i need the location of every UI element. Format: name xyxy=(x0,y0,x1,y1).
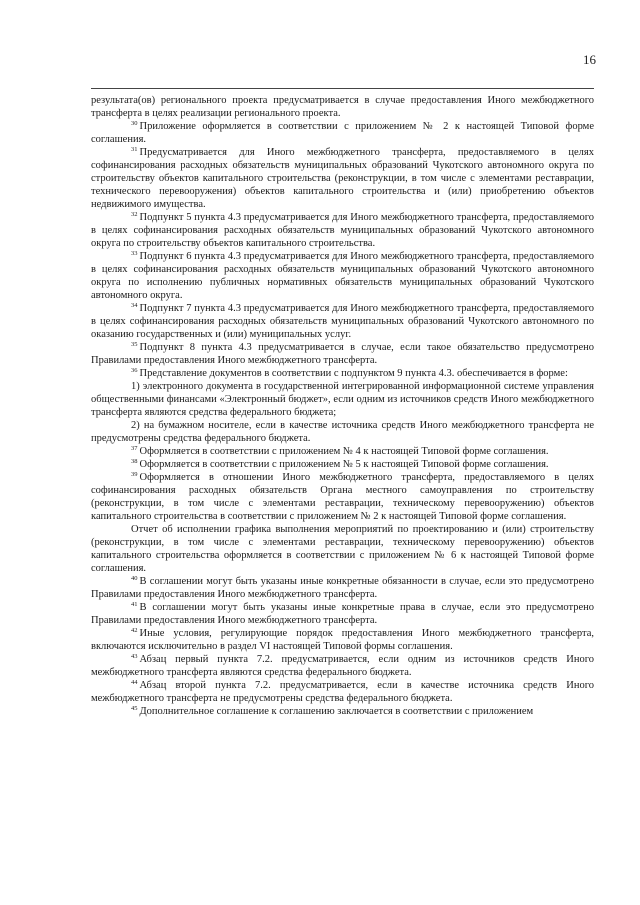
footnote-35: $^{35}$ Подпункт 8 пункта 4.3 предусматривается в случае, если такое обязательство предусмотрено Правилами предоставления Иного межбюджетного трансферта. xyxy=(91,341,594,366)
footnote-38: $^{38}$ Оформляется в соответствии с приложением № 5 к настоящей Типовой форме соглашения. xyxy=(131,458,549,470)
footnote-marker: 38 xyxy=(131,458,138,465)
footnote-45: $^{45}$ Дополнительное соглашение к соглашению заключается в соответствии с приложением xyxy=(131,705,534,717)
footnote-42: $^{42}$ Иные условия, регулирующие порядок предоставления Иного межбюджетного трансферта, включаются исключительно в раздел VI настоящей Типовой формы соглашения. xyxy=(91,627,594,652)
footnote-marker: 42 xyxy=(131,627,138,634)
footnote-marker: 35 xyxy=(131,341,138,348)
footnote-marker: 37 xyxy=(131,445,138,452)
footnote-31: $^{31}$ Предусматривается для Иного межбюджетного трансферта, предоставляемого в целях софинансирования расходных обязательств муниципальных образований Чукотского автономного округа по строительству объектов капитального строительства (реконструкции, в том числе с элементами реставрации, технического перевооружения) объектов капитального строительства и (или) приобретению объектов недвижимого имущества. xyxy=(91,146,594,210)
footnote-marker: 39 xyxy=(131,471,138,478)
footnote-marker: 36 xyxy=(131,367,138,374)
footnote-33: $^{33}$ Подпункт 6 пункта 4.3 предусматривается для Иного межбюджетного трансферта, предоставляемого в целях софинансирования расходных обязательств муниципальных образований Чукотского автономного округа по исполнению публичных нормативных обязательств муниципальных образований Чукотского автономного округа. xyxy=(91,250,594,301)
footnote-marker: 44 xyxy=(131,679,138,686)
page-number: 16 xyxy=(583,52,596,67)
footnotes xyxy=(91,94,594,718)
footnote-36: $^{36}$ Представление документов в соответствии с подпунктом 9 пункта 4.3. обеспечивается в форме: xyxy=(131,367,568,379)
footnote-39: $^{39}$ Оформляется в отношении Иного межбюджетного трансферта, предоставляемого в целях софинансирования расходных обязательств Органа местного самоуправления по строительству (реконструкции, в том числе с элементами реставрации, техническому перевооружению) объектов капитального строительства в соответствии с приложением № 2 к настоящей Типовой форме соглашения. xyxy=(91,471,594,522)
footnote-32: $^{32}$ Подпункт 5 пункта 4.3 предусматривается для Иного межбюджетного трансферта, предоставляемого в целях софинансирования расходных обязательств муниципальных образований Чукотского автономного округа по строительству объектов капитального строительства. xyxy=(91,211,594,249)
footnote-43: $^{43}$ Абзац первый пункта 7.2. предусматривается, если одним из источников средств Иного межбюджетного трансферта являются средства федерального бюджета. xyxy=(91,653,594,678)
footnote-continuation: результата(ов) регионального проекта предусматривается в случае предоставления Иного межбюджетного трансферта в целях реализации регионального проекта. xyxy=(91,95,594,119)
footnote-40: $^{40}$ В соглашении могут быть указаны иные конкретные обязанности в случае, если это предусмотрено Правилами предоставления Иного межбюджетного трансферта. xyxy=(91,575,594,600)
footnote-36-item-1: 1) электронного документа в государственной интегрированной информационной системе управления общественными финансами «Электронный бюджет», если одним из источников средств Иного межбюджетного трансферта являются средства федерального бюджета; xyxy=(91,381,594,418)
footnote-39-report: Отчет об исполнении графика выполнения мероприятий по проектированию и (или) строительству (реконструкции, в том числе с элементами реставрации, техническому перевооружению) объектов капитального строительства оформляется в соответствии с приложением № 6 к настоящей Типовой форме соглашения. xyxy=(91,524,594,574)
footnote-separator xyxy=(91,88,594,89)
footnote-37: $^{37}$ Оформляется в соответствии с приложением № 4 к настоящей Типовой форме соглашения. xyxy=(131,445,549,457)
footnote-marker: 40 xyxy=(131,575,138,582)
footnote-marker: 33 xyxy=(131,250,138,257)
footnote-41: $^{41}$ В соглашении могут быть указаны иные конкретные права в случае, если это предусмотрено Правилами предоставления Иного межбюджетного трансферта. xyxy=(91,601,594,626)
footnote-marker: 34 xyxy=(131,302,138,309)
footnote-44: $^{44}$ Абзац второй пункта 7.2. предусматривается, если в качестве источника средств Иного межбюджетного трансферта не предусмотрены средства федерального бюджета. xyxy=(91,679,594,704)
footnote-marker: 45 xyxy=(131,705,138,712)
footnote-marker: 32 xyxy=(131,211,138,218)
footnote-36-item-2: 2) на бумажном носителе, если в качестве источника средств Иного межбюджетного трансферта не предусмотрены средства федерального бюджета. xyxy=(91,420,594,444)
footnote-30: $^{30}$ Приложение оформляется в соответствии с приложением № 2 к настоящей Типовой форме соглашения. xyxy=(91,120,594,145)
footnote-marker: 41 xyxy=(131,601,138,608)
footnote-34: $^{34}$ Подпункт 7 пункта 4.3 предусматривается для Иного межбюджетного трансферта, предоставляемого в целях софинансирования расходных обязательств муниципальных образований Чукотского автономного по оказанию государственных и (или) муниципальных услуг. xyxy=(91,302,594,340)
footnote-marker: 30 xyxy=(131,120,138,127)
footnote-marker: 43 xyxy=(131,653,138,660)
footnote-marker: 31 xyxy=(131,146,138,153)
